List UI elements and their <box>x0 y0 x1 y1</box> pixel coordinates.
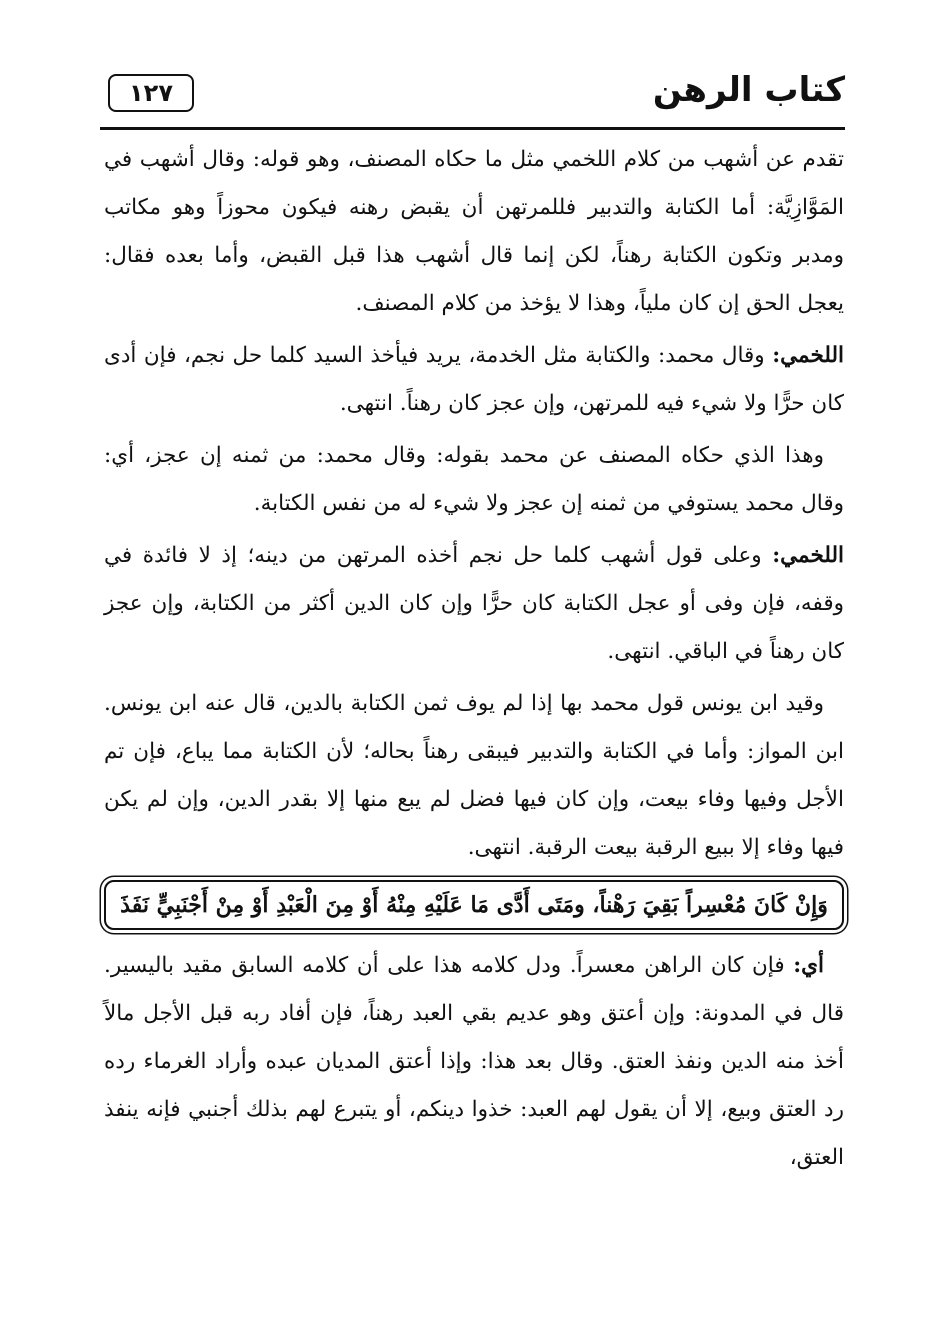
running-title: كتاب الرهن <box>652 70 845 110</box>
paragraph-text: وقال محمد: والكتابة مثل الخدمة، يريد فيأخذ السيد كلما حل نجم، فإن أدى كان حرًّا ولا شيء فيه للمرتهن، وإن عجز كان رهناً. انتهى. <box>104 343 844 416</box>
page-body <box>104 136 844 1182</box>
matn-quote-box: وَإِنْ كَانَ مُعْسِراً بَقِيَ رَهْناً، ومَتَى أَدَّى مَا عَلَيْهِ مِنْهُ أَوْ مِنَ الْعَبْدِ أَوْ مِنْ أَجْنَبِيٍّ نَفَذَ <box>104 880 844 930</box>
paragraph-text: تقدم عن أشهب من كلام اللخمي مثل ما حكاه المصنف، وهو قوله: وقال أشهب في المَوَّازِيَّة: أما الكتابة والتدبير فللمرتهن أن يقبض رهنه فيكون محوزاً وهو مكاتب ومدبر وتكون الكتابة رهناً، لكن إنما قال أشهب هذا قبل القبض، وأما بعده فقال: يعجل الحق إن كان ملياً، وهذا لا يؤخذ من كلام المصنف. <box>104 147 844 316</box>
header-rule <box>100 127 845 130</box>
paragraph-1 <box>104 136 844 328</box>
paragraph-label: اللخمي: <box>772 543 844 568</box>
paragraph-label: أي: <box>793 953 824 978</box>
paragraph-2 <box>104 332 844 428</box>
paragraph-label: اللخمي: <box>772 343 844 368</box>
paragraph-3 <box>104 432 844 528</box>
paragraph-text: فإن كان الراهن معسراً. ودل كلامه هذا على أن كلامه السابق مقيد باليسير. قال في المدونة: وإن أعتق وهو عديم بقي العبد رهناً، فإن أفاد ربه قبل الأجل مالاً أخذ منه الدين ونفذ العتق. وقال بعد هذا: وإذا أعتق المديان عبده وأراد الغرماء رده رد العتق وبيع، إلا أن يقول لهم العبد: خذوا دينكم، أو يتبرع لهم بذلك أجنبي فإنه ينفذ العتق، <box>104 953 844 1170</box>
page-header <box>100 72 845 130</box>
page-number: ١٢٧ <box>108 74 194 112</box>
paragraph-text: وقيد ابن يونس قول محمد بها إذا لم يوف ثمن الكتابة بالدين، قال عنه ابن يونس. ابن المواز: وأما في الكتابة والتدبير فيبقى رهناً بحاله؛ لأن الكتابة مما يباع، فإن تم الأجل وفيها وفاء بيعت، وإن كان فيها فضل لم يبع منها إلا بقدر الدين، وإن لم يكن فيها وفاء إلا ببيع الرقبة بيعت الرقبة. انتهى. <box>104 691 844 860</box>
paragraph-6 <box>104 942 844 1182</box>
paragraph-5 <box>104 680 844 872</box>
paragraph-text: وهذا الذي حكاه المصنف عن محمد بقوله: وقال محمد: من ثمنه إن عجز، أي: وقال محمد يستوفي من ثمنه إن عجز ولا شيء له من نفس الكتابة. <box>104 443 844 516</box>
paragraph-text: وعلى قول أشهب كلما حل نجم أخذه المرتهن من دينه؛ إذ لا فائدة في وقفه، فإن وفى أو عجل الكتابة كان حرًّا وإن كان الدين أكثر من الكتابة، وإن عجز كان رهناً في الباقي. انتهى. <box>104 543 844 664</box>
paragraph-4 <box>104 532 844 676</box>
